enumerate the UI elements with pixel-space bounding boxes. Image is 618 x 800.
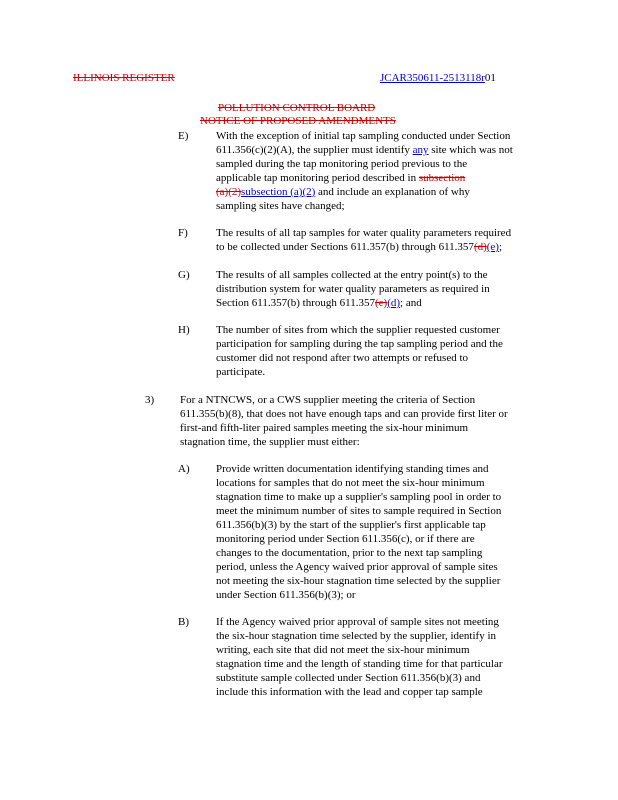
item-g-line-1: [216, 268, 488, 282]
text-run: the six-hour stagnation time selected by: [216, 630, 394, 642]
notice-title: NOTICE OF PROPOSED AMENDMENTS: [200, 115, 396, 127]
text-run: 611.356(b)(3) by: [216, 519, 294, 531]
item-f-label: F): [178, 227, 188, 239]
text-run: waived prior approval of sample sites: [332, 561, 498, 573]
text-run: the supplier: [448, 575, 501, 587]
item-b-line-5: substitute sample collected under Section 611.356(b)(3) and: [216, 672, 481, 684]
item-f-line-1: [216, 226, 511, 240]
item-b-line-2: [216, 629, 496, 643]
item-a-line-9: [216, 574, 500, 588]
text-run: 611.356(c)(2)(A), the supplier must identify: [216, 144, 413, 156]
inserted-text: subsection (a)(2): [241, 186, 316, 198]
item-a-line-6: monitoring period under Section 611.356(c), or if there are: [216, 533, 475, 545]
text-run: parameters as required in: [378, 283, 490, 295]
text-run: applicable tap monitoring period described in: [216, 172, 419, 184]
text-run: standing times and: [406, 463, 489, 475]
para-3-line-2: 611.355(b)(8), that does not have enough taps and can provide first liter or: [180, 408, 508, 420]
text-run: in: [487, 630, 497, 642]
deleted-text: (e): [374, 297, 388, 309]
text-run: period, unless the Agency: [216, 561, 333, 573]
text-run: not meeting the six-hour stagnation time selected by: [216, 575, 449, 587]
item-a-line-1: [216, 462, 489, 476]
item-h-label: H): [178, 324, 190, 336]
item-e-line-3: sampled during the tap monitoring period previous to the: [216, 158, 468, 170]
jcar-reference-suffix: 01: [484, 72, 496, 84]
text-run: The results of all tap samples for water quality: [216, 227, 424, 239]
text-run: ; and: [400, 297, 422, 309]
jcar-reference: [380, 72, 496, 84]
text-run: site which was not: [428, 144, 513, 156]
text-run: waived prior approval of sample sites not meeting: [278, 616, 499, 628]
text-run: Section 611.357(b) through 611.357: [216, 297, 375, 309]
item-e-line-6: sampling sites have changed;: [216, 200, 345, 212]
deleted-text: (a)(2): [216, 186, 242, 198]
item-b-line-1: [216, 615, 499, 629]
item-b-label: B): [178, 616, 189, 628]
text-run: distribution system for water quality: [216, 283, 379, 295]
item-a-label: A): [178, 463, 190, 475]
item-h-line-4: participate.: [216, 366, 266, 378]
item-a-line-5: [216, 518, 486, 532]
item-a-line-8: [216, 560, 498, 574]
item-e-line-4: [216, 171, 465, 185]
item-a-line-7: changes to the documentation, prior to the next tap sampling: [216, 547, 483, 559]
para-3-line-4: stagnation time, the supplier must either:: [180, 436, 360, 448]
deleted-text: (d): [473, 241, 487, 253]
text-run: Provide written documentation identifying: [216, 463, 407, 475]
item-h-line-3: customer did not respond after two attempts or refused to: [216, 352, 469, 364]
text-run: ;: [498, 241, 503, 253]
para-3-line-3: first-and fifth-liter paired samples meeting the six-hour minimum: [180, 422, 469, 434]
item-h-line-2: participation for sampling during the tap sampling period and the: [216, 338, 503, 350]
text-run: parameters required: [423, 227, 512, 239]
item-e-line-1: With the exception of initial tap sampling conducted under Section: [216, 130, 511, 142]
text-run: The results of all samples collected at the entry: [216, 269, 426, 281]
item-e-label: E): [178, 130, 189, 142]
inserted-text: any: [412, 144, 429, 156]
para-3-label: 3): [145, 394, 155, 406]
para-3-line-1: For a NTNCWS, or a CWS supplier meeting the criteria of Section: [180, 394, 476, 406]
item-b-line-3: writing, each site that did not meet the six-hour minimum: [216, 644, 470, 656]
item-g-line-3: [216, 296, 422, 310]
text-run: and include an explanation of why: [315, 186, 470, 198]
item-e-line-5: [216, 185, 470, 199]
item-a-line-4: meet the minimum number of sites to sample required in Section: [216, 505, 502, 517]
item-g-line-2: [216, 282, 490, 296]
item-b-line-4: stagnation time and the length of standing time for that particular: [216, 658, 503, 670]
item-b-line-6: include this information with the lead and copper tap sample: [216, 686, 483, 698]
text-run: the supplier, identify: [393, 630, 488, 642]
jcar-reference-main: JCAR350611-2513118r: [380, 72, 485, 84]
text-run: to be collected under Sections 611.357(b) through 611.357: [216, 241, 474, 253]
item-a-line-10: under Section 611.356(b)(3); or: [216, 589, 356, 601]
item-g-label: G): [178, 269, 190, 281]
item-e-line-2: [216, 143, 513, 157]
deleted-text: subsection: [418, 172, 466, 184]
item-h-line-1: The number of sites from which the supplier requested customer: [216, 324, 500, 336]
inserted-text: (e): [486, 241, 499, 253]
text-run: the start of the supplier's first applicable tap: [293, 519, 486, 531]
item-a-line-3: stagnation time to make up a supplier's sampling pool in order to: [216, 491, 502, 503]
board-name: POLLUTION CONTROL BOARD: [218, 102, 376, 114]
register-title: ILLINOIS REGISTER: [73, 72, 175, 84]
text-run: point(s) to the: [425, 269, 488, 281]
item-a-line-2: locations for samples that do not meet the six-hour minimum: [216, 477, 485, 489]
text-run: If the Agency: [216, 616, 279, 628]
item-f-line-2: [216, 240, 502, 254]
inserted-text: (d): [387, 297, 401, 309]
